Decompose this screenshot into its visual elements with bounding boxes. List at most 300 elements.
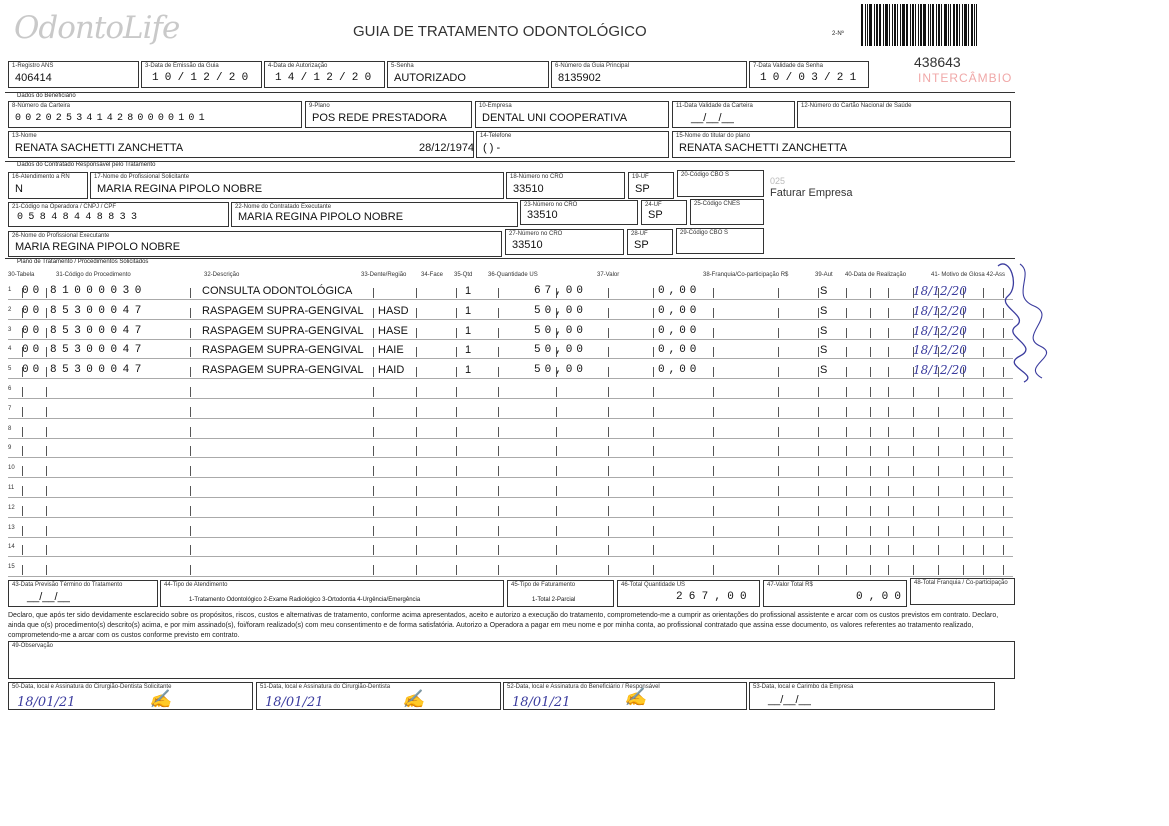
cell-divider [888,446,889,456]
field-value: 267,00 [676,591,753,603]
col-header-franquia: 38-Franquia/Co-participação R$ [703,272,789,278]
field-label: 13-Nome [12,133,37,139]
field-value: MARIA REGINA PIPOLO NOBRE [97,183,263,195]
cell-divider [456,328,457,338]
cell-divider [1003,486,1004,496]
intercambio-stamp: INTERCÂMBIO [918,71,1013,85]
cell-divider [888,506,889,516]
cell-divider [608,466,609,476]
cell-divider [983,328,984,338]
cell-divider [778,565,779,575]
cell-divider [373,506,374,516]
field-label: 19-UF [632,174,649,180]
barcode-bar [910,4,911,46]
cell-divider [190,308,191,318]
field-value: N [15,183,23,195]
prof-executante-field[interactable] [8,231,502,257]
cell-dente: HAIE [378,344,404,357]
cell-divider [846,367,847,377]
cell-divider [22,565,23,575]
cell-divider [870,328,871,338]
cell-divider [870,427,871,437]
table-row[interactable] [8,383,1013,399]
cell-divider [498,407,499,417]
field-value: MARIA REGINA PIPOLO NOBRE [238,211,404,223]
field-label: 3-Data de Emissão da Guia [145,63,219,69]
table-row[interactable] [8,423,1013,439]
cell-divider [870,526,871,536]
cell-divider [416,407,417,417]
cell-divider [416,427,417,437]
field-value: __/__/__ [691,112,734,124]
cell-divider [938,506,939,516]
cro-profissional-field[interactable] [505,229,624,255]
cell-divider [556,446,557,456]
cell-descricao: RASPAGEM SUPRA-GENGIVAL [202,304,364,317]
cell-divider [456,407,457,417]
barcode-bar [912,4,914,46]
cell-divider [778,367,779,377]
cell-divider [818,367,819,377]
barcode-bar [936,4,937,46]
page-title: GUIA DE TRATAMENTO ODONTOLÓGICO [353,23,647,40]
cell-divider [653,308,654,318]
cell-divider [190,288,191,298]
cell-divider [556,486,557,496]
cell-divider [818,288,819,298]
cell-divider [963,526,964,536]
cell-divider [870,347,871,357]
field-label: 1-Registro ANS [12,63,54,69]
col-header-glosa: 41- Motivo de Glosa 42-Ass [931,272,1006,278]
cell-divider [46,328,47,338]
cbo-profissional-field[interactable] [676,228,764,254]
barcode-bar [876,4,878,46]
field-label: 15-Nome do titular do plano [676,133,751,139]
cell-qtd: 1 [465,324,472,337]
table-row[interactable] [8,403,1013,419]
field-label: 14-Telefone [480,133,512,139]
barcode-bar [948,4,949,46]
cell-divider [1003,506,1004,516]
cell-divider [963,466,964,476]
cell-divider [846,446,847,456]
cell-divider [498,486,499,496]
field-label: 24-UF [645,202,662,208]
cell-divider [416,565,417,575]
cell-divider [46,367,47,377]
cell-divider [983,545,984,555]
cell-us: 50,00 [534,344,588,357]
cell-tabela: 00 [22,304,44,317]
cell-divider [778,526,779,536]
section-title: Plano de Tratamento / Procedimentos Solicitados [17,259,149,265]
barcode-bar [867,4,868,46]
cell-divider [608,387,609,397]
field-value: 33510 [512,239,543,251]
cell-divider [556,427,557,437]
row-number: 5 [8,366,12,373]
total-us-field[interactable] [617,580,760,607]
cell-divider [416,545,417,555]
cell-divider [190,526,191,536]
cell-divider [713,565,714,575]
cell-divider [870,387,871,397]
data-emissao-field[interactable] [141,61,262,88]
field-label: 11-Data Validade da Carteira [676,103,753,109]
cell-divider [373,427,374,437]
cell-divider [778,545,779,555]
barcode-bar [865,4,866,46]
col-header-valor: 37-Valor [597,272,620,278]
cell-divider [846,347,847,357]
section-contratado [5,161,1015,170]
cell-aut: S [820,285,828,297]
cell-divider [22,387,23,397]
field-value: 33510 [513,183,544,195]
table-row[interactable] [8,442,1013,458]
field-label: 29-Código CBO S [680,230,729,236]
cell-divider [888,308,889,318]
cell-divider [818,446,819,456]
cell-divider [938,427,939,437]
barcode-bar [897,4,898,46]
cell-divider [46,486,47,496]
cell-divider [778,347,779,357]
tipo-atendimento-field[interactable] [160,580,504,607]
barcode-bar [944,4,947,46]
cell-divider [46,427,47,437]
cell-divider [888,526,889,536]
cell-divider [498,427,499,437]
cell-divider [846,506,847,516]
cell-divider [713,367,714,377]
field-label: 7-Data Validade da Senha [753,63,823,69]
cell-divider [870,565,871,575]
cell-divider [46,565,47,575]
cell-data-realizacao: 18/12/20 [913,323,967,338]
cell-divider [963,545,964,555]
field-value: POS REDE PRESTADORA [312,112,447,124]
cell-tabela: 00 [22,364,44,377]
plano-field[interactable] [305,101,472,128]
cell-divider [190,347,191,357]
barcode [861,4,1003,46]
cell-divider [416,288,417,298]
cell-divider [416,486,417,496]
atendimento-rn-field[interactable] [8,172,88,199]
field-label: 45-Tipo de Faturamento [511,582,576,588]
cell-divider [713,466,714,476]
field-value: DENTAL UNI COOPERATIVA [482,112,628,124]
field-label: 43-Data Previsão Término do Tratamento [12,582,123,588]
cnes-field[interactable] [690,199,764,225]
cell-divider [498,526,499,536]
cell-divider [46,347,47,357]
data-autorizacao-field[interactable] [264,61,385,88]
telefone-field[interactable] [476,131,669,158]
total-franquia-field[interactable] [910,578,1015,605]
cell-divider [373,565,374,575]
codigo-operadora-field[interactable] [8,202,229,227]
registro-ans-field[interactable] [8,61,139,88]
barcode-bar [885,4,888,46]
cell-divider [818,486,819,496]
birth-date: 28/12/1974 [419,142,475,154]
cell-divider [556,407,557,417]
table-row[interactable] [8,462,1013,478]
barcode-bar [959,4,960,46]
tipo-faturamento-field[interactable] [507,580,614,607]
cell-divider [416,328,417,338]
cell-divider [713,347,714,357]
assinatura-empresa-field[interactable] [749,682,995,710]
cell-divider [373,328,374,338]
barcode-bar [879,4,881,46]
cell-divider [713,328,714,338]
cell-divider [713,288,714,298]
signature-date: 18/01/21 [512,695,571,710]
cell-divider [498,466,499,476]
field-label: 53-Data, local e Carimbo da Empresa [753,684,854,690]
table-row[interactable] [8,482,1013,498]
section-beneficiario [5,92,1015,101]
empresa-field[interactable] [475,101,669,128]
field-label: 10-Empresa [479,103,512,109]
cell-divider [888,466,889,476]
cell-divider [373,367,374,377]
senha-field[interactable] [387,61,549,88]
cell-divider [653,545,654,555]
field-label: 21-Código na Operadora / CNPJ / CPF [12,204,117,210]
cell-aut: S [820,364,828,377]
cell-divider [46,288,47,298]
cell-divider [416,466,417,476]
col-header-qtd-us: 36-Quantidade US [488,272,538,278]
cell-divider [653,506,654,516]
cell-descricao: RASPAGEM SUPRA-GENGIVAL [202,324,364,337]
barcode-bar [892,4,893,46]
assinatura-dentista-field[interactable] [256,682,501,710]
cell-qtd: 1 [465,344,472,357]
cell-divider [46,526,47,536]
cell-divider [870,466,871,476]
barcode-bar [920,4,922,46]
cell-codigo: 81000030 [50,285,147,297]
cell-divider [498,367,499,377]
cell-divider [190,387,191,397]
cell-divider [608,328,609,338]
cell-divider [498,288,499,298]
cell-divider [22,427,23,437]
row-number: 8 [8,425,12,432]
cell-dente: HASD [378,304,409,317]
cell-divider [778,407,779,417]
cell-divider [870,288,871,298]
cell-divider [416,506,417,516]
cell-us: 50,00 [534,364,588,377]
signature-mark: ✍ [149,689,172,710]
cell-dente: HAID [378,364,405,377]
cell-divider [913,387,914,397]
cbo-solicitante-field[interactable] [677,170,764,197]
prof-solicitante-field[interactable] [90,172,504,199]
cell-divider [938,446,939,456]
cell-divider [713,308,714,318]
col-header-tabela: 30-Tabela [8,272,35,278]
cell-divider [846,427,847,437]
field-label: 4-Data de Autorização [268,63,328,69]
titular-field[interactable] [672,131,1011,158]
cell-divider [818,407,819,417]
cell-divider [456,308,457,318]
barcode-bar [889,4,890,46]
cell-divider [22,446,23,456]
row-number: 14 [8,544,15,551]
cell-divider [498,506,499,516]
cell-descricao: CONSULTA ODONTOLÓGICA [202,285,353,297]
cell-divider [963,407,964,417]
cell-divider [373,347,374,357]
assinatura-beneficiario-field[interactable] [503,682,747,710]
cell-divider [870,407,871,417]
guia-principal-field[interactable] [551,61,747,88]
uf-executante-field[interactable] [641,200,687,225]
cell-divider [190,466,191,476]
cell-divider [498,446,499,456]
cell-divider [888,347,889,357]
table-row[interactable] [8,561,1013,577]
cell-divider [778,288,779,298]
cell-divider [373,308,374,318]
section-procedimentos [5,258,1015,267]
cell-codigo: 85300047 [50,324,147,337]
cell-divider [22,466,23,476]
cell-codigo: 85300047 [50,344,147,357]
cro-solicitante-field[interactable] [506,172,625,199]
validade-carteira-field[interactable] [672,101,795,128]
cell-divider [938,466,939,476]
cell-divider [818,328,819,338]
field-label: 49-Observação [12,643,54,649]
cell-divider [556,387,557,397]
cell-divider [818,565,819,575]
barcode-bar [900,4,901,46]
carteira-field[interactable] [8,101,302,128]
row-number: 10 [8,465,15,472]
cell-divider [46,407,47,417]
cell-divider [1003,545,1004,555]
cell-divider [983,288,984,298]
field-label: 52-Data, local e Assinatura do Beneficiário / Responsável [507,684,660,690]
table-row[interactable] [8,304,1013,320]
cell-divider [846,466,847,476]
contratado-executante-field[interactable] [231,202,518,227]
cell-divider [888,288,889,298]
uf-profissional-field[interactable] [627,229,673,255]
validade-senha-field[interactable] [749,61,869,88]
field-label: 27-Número no CRO [509,231,563,237]
table-row[interactable] [8,324,1013,340]
cell-divider [22,486,23,496]
cell-divider [818,308,819,318]
cell-divider [1003,407,1004,417]
cell-divider [653,288,654,298]
uf-solicitante-field[interactable] [628,172,674,199]
cell-divider [778,427,779,437]
valor-total-field[interactable] [763,580,907,607]
observacao-field[interactable] [8,641,1015,679]
cell-tabela: 00 [22,344,44,357]
cell-divider [46,387,47,397]
barcode-bar [950,4,951,46]
barcode-bar [964,4,967,46]
cell-divider [456,446,457,456]
assinatura-solicitante-field[interactable] [8,682,253,710]
table-row[interactable] [8,522,1013,538]
field-label: 25-Código CNES [694,201,741,207]
cell-divider [846,308,847,318]
section-title: Dados do Contratado Responsável pelo Tratamento [17,162,156,168]
table-row[interactable] [8,502,1013,518]
table-row[interactable] [8,343,1013,359]
cell-divider [778,506,779,516]
cell-divider [713,506,714,516]
cell-divider [456,466,457,476]
cell-divider [190,565,191,575]
cell-divider [373,387,374,397]
cell-divider [498,308,499,318]
logo: OdontoLife [14,10,180,46]
row-number: 4 [8,346,12,353]
table-row[interactable] [8,541,1013,557]
field-label: 17-Nome do Profissional Solicitante [94,174,190,180]
field-value: SP [635,183,650,195]
field-value: RENATA SACHETTI ZANCHETTA [679,142,848,154]
cro-executante-field[interactable] [520,200,638,225]
cell-divider [888,328,889,338]
nome-field[interactable] [8,131,474,158]
cell-divider [818,506,819,516]
cell-divider [888,565,889,575]
barcode-bar [938,4,940,46]
cell-divider [713,407,714,417]
cell-divider [498,545,499,555]
cell-divider [913,427,914,437]
cell-divider [888,407,889,417]
field-value: SP [648,209,663,221]
cartao-nacional-field[interactable] [797,101,1011,128]
previsao-termino-field[interactable] [8,580,158,607]
cell-divider [846,526,847,536]
row-number: 2 [8,306,12,313]
cell-divider [1003,427,1004,437]
row-number: 7 [8,405,12,412]
cell-divider [888,367,889,377]
cell-divider [373,466,374,476]
declaration-text: Declaro, que após ter sido devidamente esclarecido sobre os propósitos, riscos, custos e alternativas de tratamento, conforme acima apresentados, aceito e autorizo a execução do tratamento, comprometendo-me a cumprir as orientações do profissional assistente e arcar com os custos previstos em contrato. Declaro, ainda que o(s) procedimento(s) descrito(s) acima, e por mim assinado(s), foi/foram realizado(s) com meu consentimento e de forma satisfatória. Autorizo a Operadora a pagar em meu nome e por minha conta, ao profissional contratado que assina esse documento, os valores referentes ao tratamento realizado, comprometendo-me a arcar com os custos conforme previsto em contrato. [8,612,999,639]
cell-divider [778,486,779,496]
table-row[interactable] [8,284,1013,300]
cell-divider [373,545,374,555]
cell-divider [456,367,457,377]
signature-date: 18/01/21 [265,695,324,710]
faturar-empresa: Faturar Empresa [770,187,853,199]
cell-divider [983,387,984,397]
cell-divider [498,565,499,575]
table-row[interactable] [8,363,1013,379]
cell-divider [190,506,191,516]
